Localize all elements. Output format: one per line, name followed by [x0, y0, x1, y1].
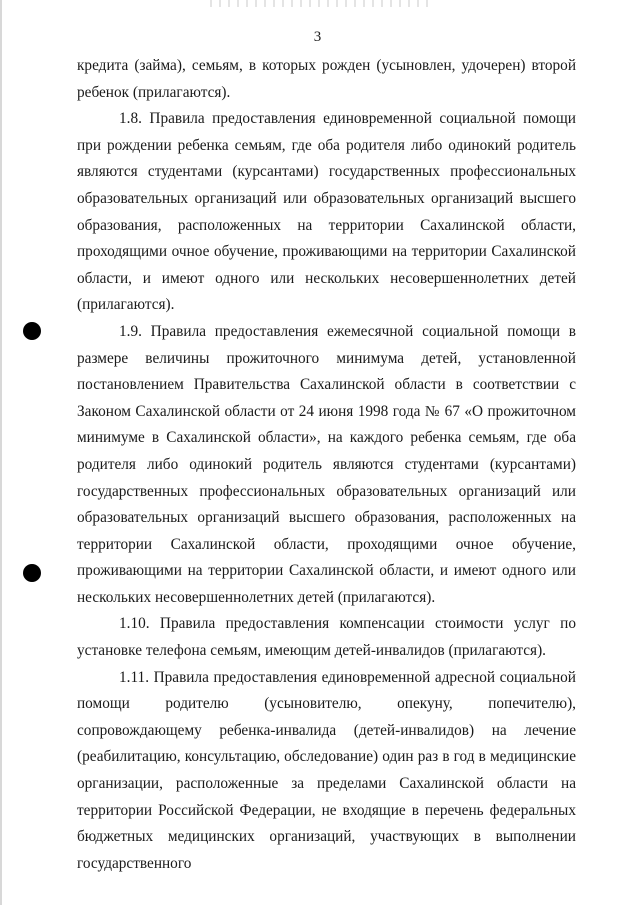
- punch-hole: [23, 564, 41, 582]
- paragraph-continuation: кредита (займа), семьям, в которых рожден (усыновлен, удочерен) второй ребенок (прилагаются).: [77, 57, 576, 101]
- punch-hole: [23, 322, 41, 340]
- paragraph-1-9: 1.9. Правила предоставления ежемесячной социальной помощи в размере величины прожиточного минимума детей, установленной постановлением Правительства Сахалинской области в соответствии с Законом Сахалинской области от 24 июня 1998 года № 67 «О прожиточном минимуме в Сахалинской области», на каждого ребенка семьям, где оба родителя либо одинокий родитель являются студентами (курсантами) государственных профессиональных образовательных организаций или образовательных организаций высшего образования, расположенных на территории Сахалинской области, проходящими очное обучение, проживающими на территории Сахалинской области, и имеют одного или нескольких несовершеннолетних детей (прилагаются).: [77, 322, 576, 606]
- paragraph-1-10: 1.10. Правила предоставления компенсации стоимости услуг по установке телефона семьям, имеющим детей-инвалидов (прилагаются).: [77, 615, 576, 660]
- scan-top-noise: [210, 0, 430, 7]
- document-body: [77, 53, 576, 877]
- paragraph-1-11: 1.11. Правила предоставления единовременной адресной социальной помощи родителю (усыновителю, опекуну, попечителю), сопровождающему ребенка-инвалида (детей-инвалидов) на лечение (реабилитацию, консультацию, обследование) один раз в год в медицинские организации, расположенные за пределами Сахалинской области на территории Российской Федерации, не входящие в перечень федеральных бюджетных медицинских организаций, участвующих в выполнении государственного: [77, 668, 576, 872]
- scan-left-edge: [0, 0, 2, 905]
- page-number: 3: [313, 29, 322, 45]
- paragraph-1-8: 1.8. Правила предоставления единовременной социальной помощи при рождении ребенка семьям, где оба родителя либо одинокий родитель являются студентами (курсантами) государственных профессиональных образовательных организаций или образовательных организаций высшего образования, расположенных на территории Сахалинской области, проходящими очное обучение, проживающими на территории Сахалинской области, и имеют одного или нескольких несовершеннолетних детей (прилагаются).: [77, 110, 576, 314]
